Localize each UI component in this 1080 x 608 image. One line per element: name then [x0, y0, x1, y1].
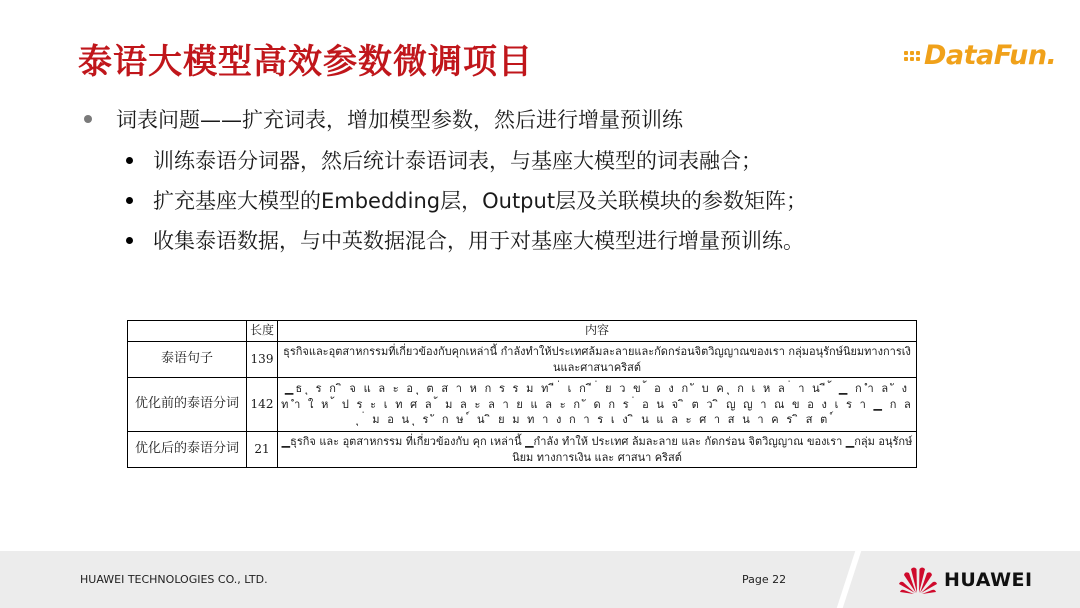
bullet-main-text: 词表问题——扩充词表，增加模型参数，然后进行增量预训练 — [116, 108, 683, 132]
row-length: 142 — [247, 378, 278, 432]
page-number: Page 22 — [742, 573, 787, 586]
table-row — [128, 342, 917, 378]
bullet-dot-icon — [84, 115, 92, 123]
table-header — [128, 321, 247, 342]
datafun-logo — [904, 40, 1056, 71]
row-content: ธุรกิจและอุตสาหกรรมที่เกี่ยวข้องกับคุกเหล่านี้ กำลังทำให้ประเทศล้มละลายและกัดกร่อนจิตวิญญาณของเรา กลุ่มอนุรักษ์นิยมทางการเงินและศาสนาคริสต์ — [278, 342, 917, 378]
row-content: ▁ธุรกิจ และ อุตสาหกรรม ที่เกี่ยวข้องกับ คุก เหล่านี้ ▁กำลัง ทำให้ ประเทศ ล้มละลาย และ กัดกร่อน จิตวิญญาณ ของเรา ▁กลุ่ม อนุรักษ์ นิยม ทางการเงิน และ ศาสนา คริสต์ — [278, 432, 917, 468]
bullet-dot-icon — [126, 237, 133, 244]
table-header: 内容 — [278, 321, 917, 342]
row-label: 优化前的泰语分词 — [128, 378, 247, 432]
footer-divider — [837, 551, 862, 608]
huawei-logo — [898, 565, 1033, 595]
slide-title: 泰语大模型高效参数微调项目 — [78, 42, 533, 82]
row-length: 21 — [247, 432, 278, 468]
slide-footer — [0, 551, 1080, 608]
table-header: 长度 — [247, 321, 278, 342]
row-label: 泰语句子 — [128, 342, 247, 378]
row-length: 139 — [247, 342, 278, 378]
sub-bullet — [126, 224, 1020, 256]
datafun-dots-icon — [904, 51, 920, 61]
row-label: 优化后的泰语分词 — [128, 432, 247, 468]
sub-bullet-text: 收集泰语数据，与中英数据混合，用于对基座大模型进行增量预训练。 — [153, 229, 804, 253]
sub-bullet — [126, 144, 1020, 176]
bullet-list — [84, 102, 1020, 256]
sub-bullet-text: 扩充基座大模型的Embedding层，Output层及关联模块的参数矩阵； — [153, 189, 808, 213]
datafun-logo-text: DataFun. — [924, 40, 1057, 71]
row-content: ▁ธ ุ ร ก ิ จ แ ล ะ อ ุ ต ส า ห ก ร ร ม ท ี ่ เ ก ี ่ ย ว ข ้ อ ง ก ั บ ค ุ ก เ ห ล ่ า น ี ้ ▁ ก ำ ล ั ง ท ำ ใ ห ้ ป ร ะ เ ท ศ ล ้ ม ล ะ ล า ย แ ล ะ ก ั ด ก ร ่ อ น จ ิ ต ว ิ ญ ญ า ณ ข อ ง เ ร า ▁ ก ล ุ ่ ม อ น ุ ร ั ก ษ ์ น ิ ย ม ท า ง ก า ร เ ง ิ น แ ล ะ ศ า ส น า ค ร ิ ส ต ์ — [278, 378, 917, 432]
huawei-brand-text: HUAWEI — [944, 569, 1033, 591]
tokenization-table — [127, 320, 917, 468]
table-row — [128, 378, 917, 432]
bullet-dot-icon — [126, 157, 133, 164]
sub-bullet-text: 训练泰语分词器，然后统计泰语词表，与基座大模型的词表融合； — [153, 149, 762, 173]
sub-bullet — [126, 184, 1020, 216]
table-header-row — [128, 321, 917, 342]
huawei-flower-icon — [898, 565, 938, 595]
bullet-main — [84, 102, 1020, 136]
company-name: HUAWEI TECHNOLOGIES CO., LTD. — [80, 573, 268, 586]
table-row — [128, 432, 917, 468]
bullet-dot-icon — [126, 197, 133, 204]
